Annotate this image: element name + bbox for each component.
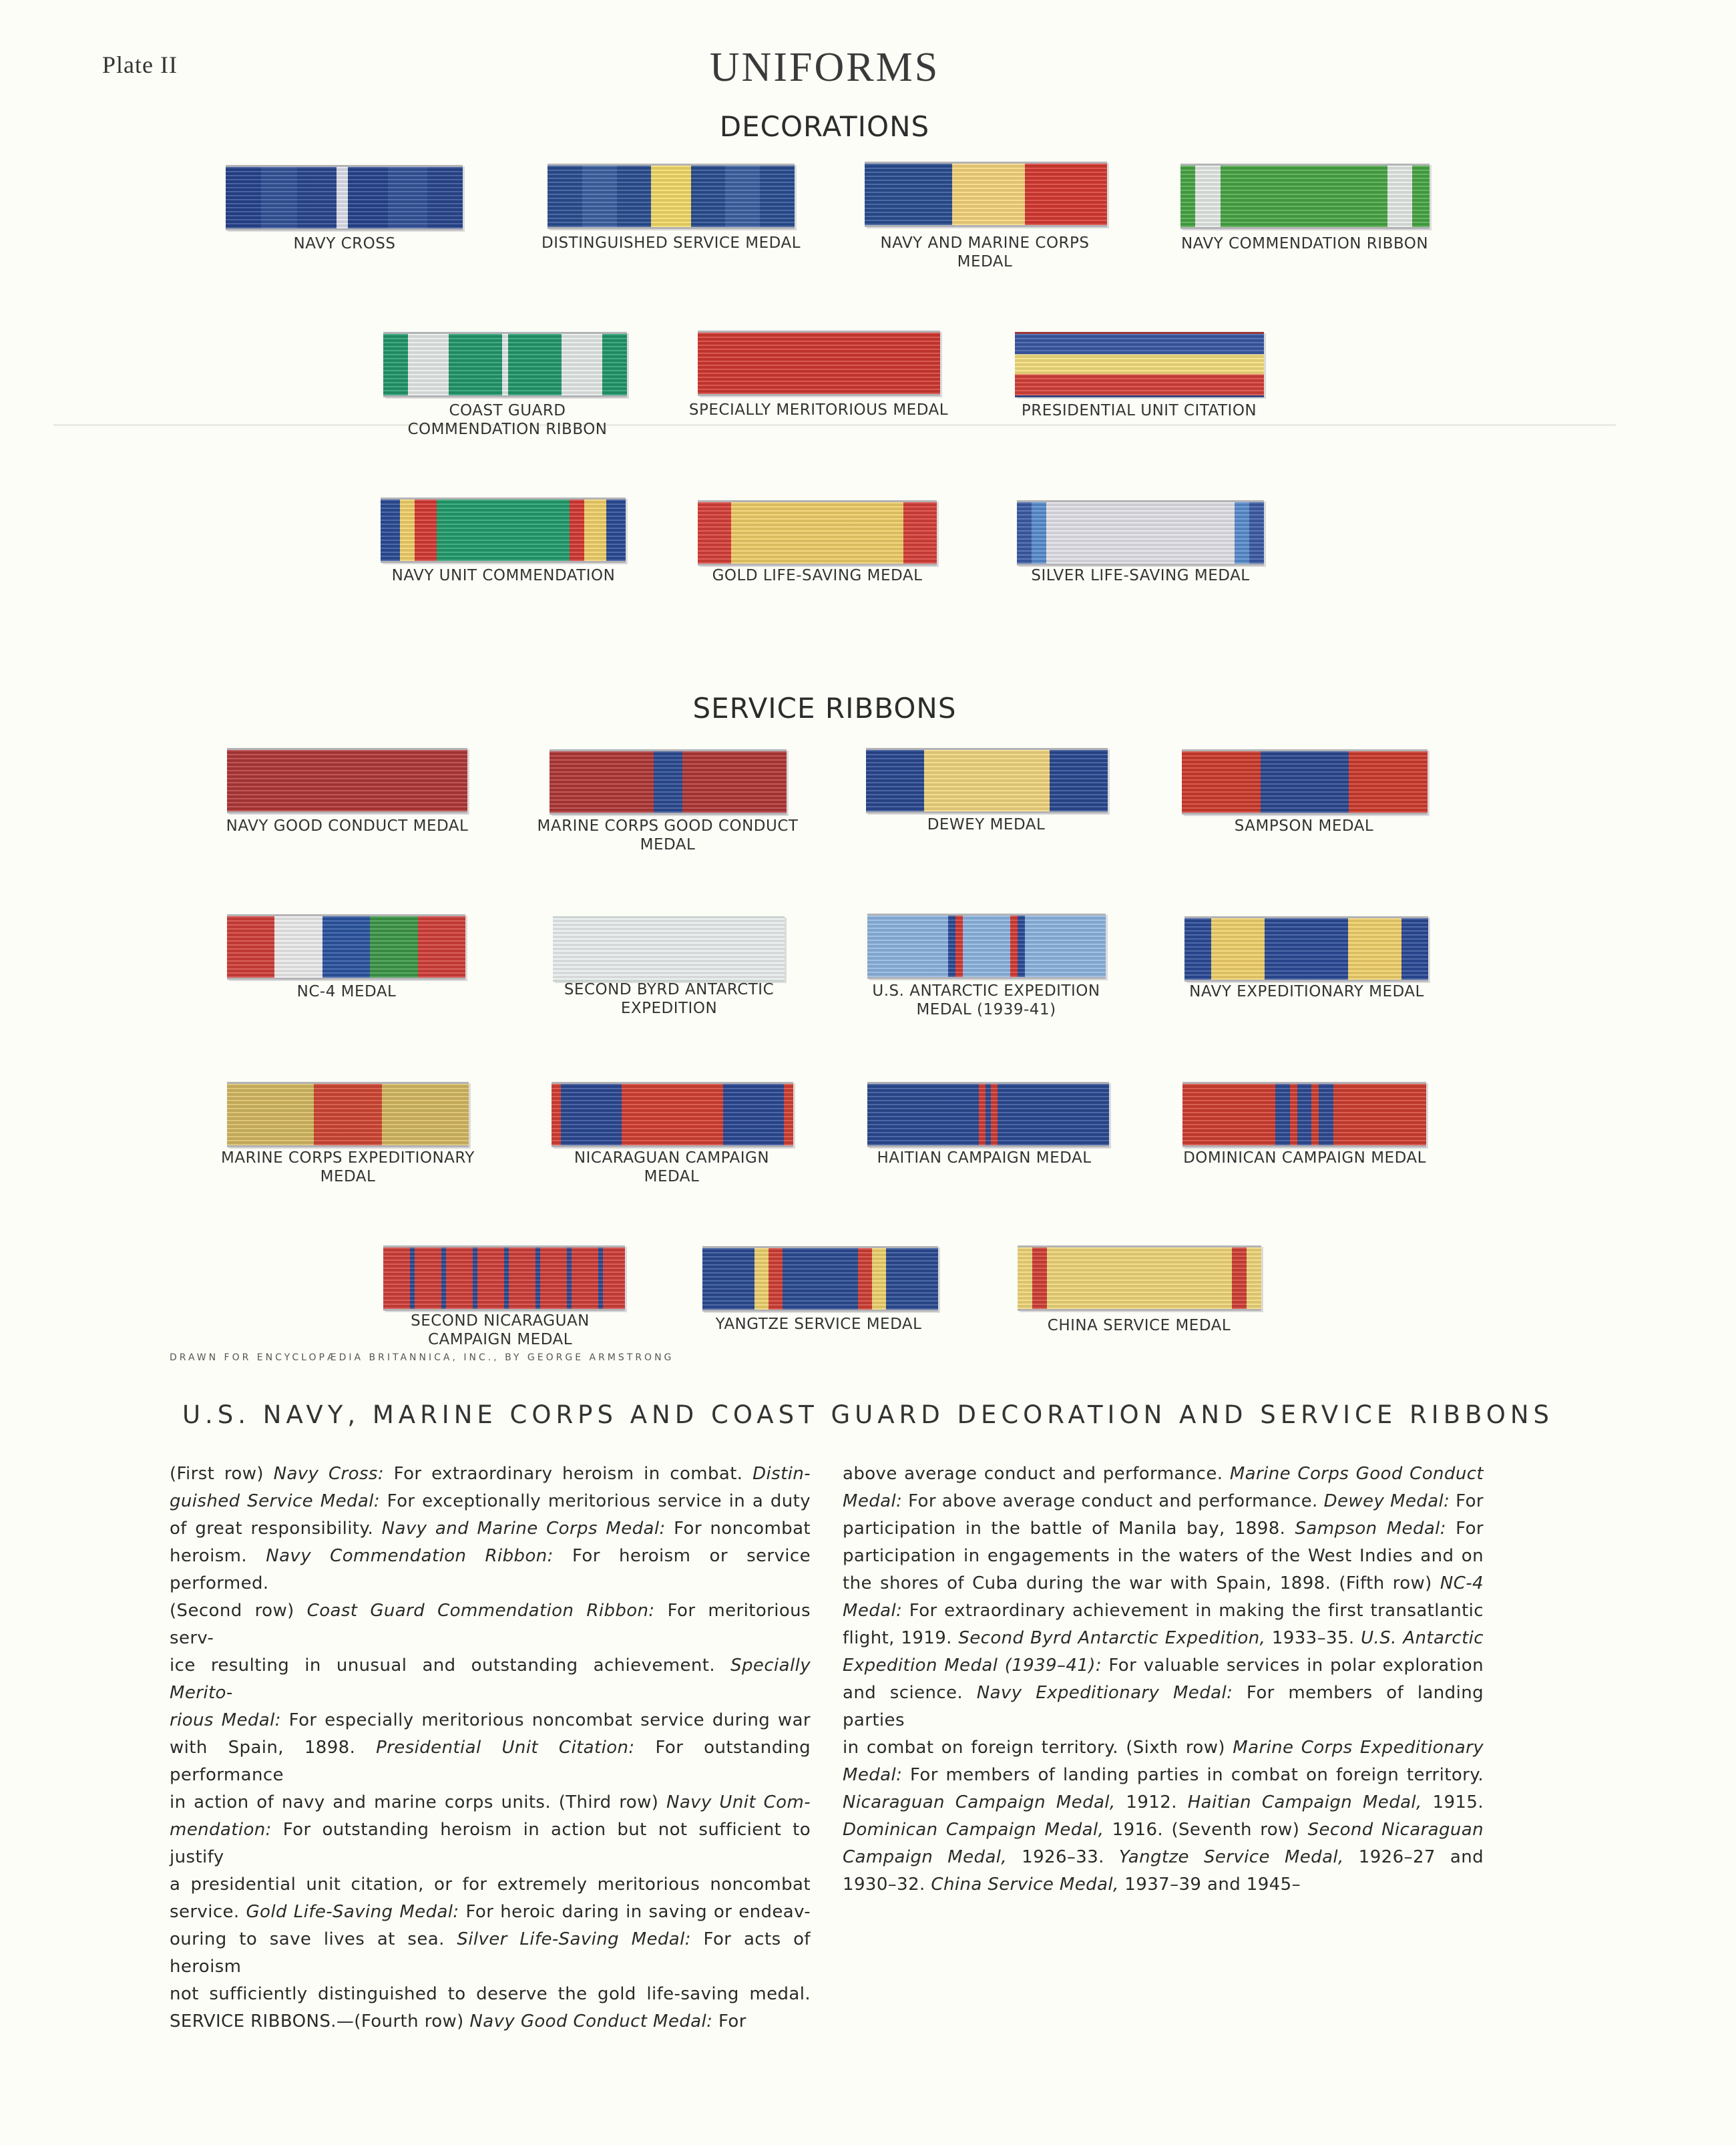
caption-italic-term: Nicaraguan Campaign Medal, — [843, 1792, 1116, 1812]
ribbon-second-byrd-antarctic-expedition — [553, 916, 785, 982]
ribbon-stripe — [550, 751, 654, 813]
caption-line — [170, 1981, 811, 2008]
ribbon-stripe — [602, 334, 627, 395]
ribbon-label: SAMPSON MEDAL — [1234, 817, 1374, 835]
ribbon-stripe — [449, 334, 502, 395]
ribbon-navy-commendation-ribbon — [1180, 164, 1430, 229]
ribbon-stripe — [427, 167, 463, 228]
ribbon-stripe — [654, 751, 682, 813]
caption-text: For — [1446, 1519, 1484, 1539]
ribbon-stripe — [553, 918, 785, 980]
caption-text-right-column — [843, 1460, 1484, 1899]
ribbon-stripe — [872, 1248, 886, 1310]
caption-italic-term: Haitian Campaign Medal, — [1187, 1792, 1422, 1812]
caption-italic-term: Navy Unit Com- — [666, 1792, 811, 1812]
ribbon-stripe — [1211, 918, 1265, 980]
caption-line — [170, 1734, 811, 1789]
ribbon-stripe — [548, 166, 582, 227]
ribbon-stripe — [769, 1248, 783, 1310]
caption-text: (Second row) — [170, 1601, 307, 1621]
caption-text: For heroic daring in saving or endeav- — [459, 1902, 811, 1922]
caption-text: 1916. (Seventh row) — [1104, 1820, 1308, 1840]
ribbon-stripe — [562, 334, 602, 395]
ribbon-stripe — [1032, 502, 1046, 564]
caption-text: For heroism or service performed. — [170, 1546, 811, 1593]
ribbon-label: GOLD LIFE-SAVING MEDAL — [712, 567, 923, 584]
caption-italic-term: Second Byrd Antarctic Expedition, — [958, 1628, 1266, 1648]
ribbon-stripe — [754, 1248, 769, 1310]
ribbon-stripe — [415, 1247, 441, 1309]
ribbon-stripe — [867, 1084, 979, 1145]
ribbon-stripe — [1311, 1084, 1319, 1145]
ribbon-stripe — [383, 334, 408, 395]
ribbon-stripe — [606, 500, 626, 561]
ribbon-stripe — [1290, 1084, 1297, 1145]
ribbon-stripe — [410, 1247, 415, 1309]
caption-text: 1915. — [1422, 1792, 1484, 1812]
ribbon-label: NAVY CROSS — [293, 235, 396, 252]
ribbon-marine-corps-good-conduct-medal — [550, 749, 787, 815]
caption-text: in combat on foreign territory. (Sixth row) — [843, 1738, 1233, 1758]
ribbon-stripe — [502, 334, 508, 395]
ribbon-stripe — [1010, 916, 1018, 977]
caption-italic-term: Second Nicaraguan — [1307, 1820, 1484, 1840]
ribbon-us-antarctic-expedition-medal — [867, 914, 1106, 979]
ribbon-label: COAST GUARD COMMENDATION RIBBON — [407, 402, 608, 438]
caption-line — [843, 1625, 1484, 1652]
caption-text: in action of navy and marine corps units. (Third row) — [170, 1792, 666, 1812]
caption-line — [843, 1734, 1484, 1762]
caption-italic-term: Dominican Campaign Medal, — [843, 1820, 1104, 1840]
caption-line — [843, 1515, 1484, 1543]
ribbon-stripe — [408, 334, 449, 395]
ribbon-label: NAVY UNIT COMMENDATION — [391, 567, 616, 584]
ribbon-stripe — [561, 1084, 622, 1145]
ribbon-label: NICARAGUAN CAMPAIGN MEDAL — [574, 1149, 770, 1185]
decorations-heading: DECORATIONS — [719, 110, 930, 143]
ribbon-stripe — [441, 1247, 446, 1309]
ribbon-stripe — [1412, 166, 1430, 227]
ribbon-yangtze-service-medal — [702, 1246, 938, 1312]
caption-text: For noncombat — [665, 1519, 811, 1539]
ribbon-dominican-campaign-medal — [1182, 1082, 1426, 1147]
ribbon-stripe — [725, 166, 760, 227]
ribbon-sampson-medal — [1182, 749, 1428, 815]
ribbon-stripe — [504, 1247, 509, 1309]
caption-line — [170, 1652, 811, 1707]
ribbon-stripe — [986, 1084, 990, 1145]
caption-text: ice resulting in unusual and outstanding achievement. — [170, 1655, 731, 1676]
ribbon-stripe — [382, 1084, 469, 1145]
caption-line — [843, 1871, 1484, 1899]
ribbon-stripe — [866, 750, 924, 811]
caption-line — [170, 1515, 811, 1543]
caption-text: 1912. — [1115, 1792, 1188, 1812]
ribbon-haitian-campaign-medal — [867, 1082, 1109, 1147]
caption-text: For members of landing parties — [843, 1683, 1484, 1730]
ribbon-stripe — [1348, 918, 1401, 980]
ribbon-stripe — [1017, 502, 1032, 564]
caption-line — [843, 1460, 1484, 1488]
ribbon-stripe — [723, 1084, 784, 1145]
ribbon-silver-life-saving-medal — [1017, 500, 1264, 566]
ribbon-stripe — [617, 166, 652, 227]
caption-line — [843, 1762, 1484, 1789]
ribbon-presidential-unit-citation — [1015, 332, 1264, 397]
ribbon-label: NC-4 MEDAL — [296, 983, 397, 1000]
illustration-credit: DRAWN FOR ENCYCLOPÆDIA BRITANNICA, INC., BY GEORGE ARMSTRONG — [170, 1352, 674, 1363]
ribbon-stripe — [858, 1248, 872, 1310]
caption-line — [843, 1652, 1484, 1680]
ribbon-distinguished-service-medal — [548, 164, 795, 229]
caption-text: 1933–35. — [1265, 1628, 1361, 1648]
caption-line — [170, 1899, 811, 1926]
caption-italic-term: Navy and Marine Corps Medal: — [381, 1519, 666, 1539]
ribbon-stripe — [582, 166, 617, 227]
ribbon-stripe — [1401, 918, 1428, 980]
ribbon-stripe — [535, 1247, 540, 1309]
ribbon-marine-corps-expeditionary-medal — [227, 1082, 469, 1147]
ribbon-stripe — [731, 502, 903, 564]
caption-italic-term: Medal: — [843, 1601, 903, 1621]
ribbon-stripe — [584, 500, 606, 561]
ribbon-stripe — [682, 751, 787, 813]
ribbon-stripe — [322, 916, 370, 978]
ribbon-stripe — [702, 1248, 754, 1310]
ribbon-stripe — [1235, 502, 1249, 564]
ribbon-stripe — [1249, 502, 1264, 564]
ribbon-coast-guard-commendation — [383, 332, 627, 397]
ribbon-stripe — [998, 1084, 1109, 1145]
ribbon-label: DISTINGUISHED SERVICE MEDAL — [541, 234, 801, 252]
ribbon-stripe — [415, 500, 437, 561]
caption-italic-term: rious Medal: — [170, 1710, 281, 1730]
ribbon-nc-4-medal — [227, 914, 465, 980]
caption-line — [843, 1543, 1484, 1570]
ribbon-stripe — [446, 1247, 473, 1309]
ribbon-stripe — [698, 502, 731, 564]
caption-text: a presidential unit citation, or for extremely meritorious noncombat — [170, 1875, 811, 1895]
caption-italic-term: Navy Expeditionary Medal: — [976, 1683, 1233, 1703]
ribbon-stripe — [227, 916, 274, 978]
ribbon-stripe — [552, 1084, 561, 1145]
plate-number: Plate II — [102, 51, 178, 78]
ribbon-stripe — [473, 1247, 477, 1309]
ribbon-stripe — [567, 1247, 572, 1309]
caption-italic-term: Navy Commendation Ribbon: — [266, 1546, 554, 1566]
ribbon-stripe — [381, 500, 400, 561]
ribbon-label: NAVY COMMENDATION RIBBON — [1180, 235, 1429, 252]
caption-line — [843, 1570, 1484, 1597]
caption-line — [843, 1488, 1484, 1515]
ribbon-stripe — [865, 164, 952, 225]
caption-text: heroism. — [170, 1546, 266, 1566]
ribbon-stripe — [1032, 1247, 1047, 1309]
caption-text: 1926–27 and — [1343, 1847, 1484, 1867]
ribbon-label: SPECIALLY MERITORIOUS MEDAL — [688, 401, 949, 419]
caption-text: For members of landing parties in combat on foreign territory. — [902, 1765, 1484, 1785]
caption-italic-term: Campaign Medal, — [843, 1847, 1008, 1867]
ribbon-stripe — [1046, 502, 1234, 564]
caption-line — [170, 1816, 811, 1871]
ribbon-stripe — [1265, 918, 1347, 980]
caption-line — [170, 1460, 811, 1488]
ribbon-stripe — [1261, 751, 1349, 813]
ribbon-stripe — [477, 1247, 504, 1309]
caption-text: For meritorious serv- — [170, 1601, 811, 1648]
ribbon-stripe — [948, 916, 955, 977]
caption-line — [843, 1680, 1484, 1734]
ribbon-stripe — [508, 334, 562, 395]
ribbon-nicaraguan-campaign-medal — [552, 1082, 793, 1147]
ribbon-stripe — [1333, 1084, 1426, 1145]
ribbon-label: DOMINICAN CAMPAIGN MEDAL — [1183, 1149, 1426, 1167]
ribbon-stripe — [388, 167, 427, 228]
ribbon-stripe — [1232, 1247, 1247, 1309]
ribbon-stripe — [437, 500, 569, 561]
caption-text: For especially meritorious noncombat service during war — [280, 1710, 811, 1730]
caption-italic-term: Navy Good Conduct Medal: — [469, 2011, 713, 2031]
caption-italic-term: guished Service Medal: — [170, 1491, 380, 1511]
caption-text: above average conduct and performance. — [843, 1464, 1230, 1484]
caption-text: For acts of heroism — [170, 1929, 811, 1977]
caption-italic-term: Yangtze Service Medal, — [1118, 1847, 1344, 1867]
caption-line — [170, 1707, 811, 1734]
caption-line — [170, 1789, 811, 1816]
service-ribbons-heading: SERVICE RIBBONS — [692, 692, 957, 725]
ribbon-specially-meritorious-medal — [698, 331, 940, 396]
ribbon-stripe — [509, 1247, 535, 1309]
ribbon-stripe — [261, 167, 296, 228]
ribbon-stripe — [227, 1084, 314, 1145]
ribbon-stripe — [1182, 1084, 1275, 1145]
caption-line — [170, 1543, 811, 1597]
caption-text: participation in engagements in the waters of the West Indies and on — [843, 1546, 1484, 1566]
ribbon-stripe — [867, 916, 948, 977]
ribbon-label: NAVY EXPEDITIONARY MEDAL — [1189, 983, 1424, 1000]
ribbon-navy-and-marine-corps-medal — [865, 162, 1107, 227]
ribbon-stripe — [1025, 916, 1106, 977]
ribbon-stripe — [226, 167, 261, 228]
caption-line — [843, 1816, 1484, 1844]
caption-line — [170, 1488, 811, 1515]
caption-line — [170, 1597, 811, 1652]
caption-line — [170, 1871, 811, 1899]
ribbon-second-nicaraguan-campaign-medal — [383, 1245, 625, 1311]
ribbon-stripe — [1018, 916, 1025, 977]
ribbon-label: SILVER LIFE-SAVING MEDAL — [1031, 567, 1250, 584]
ribbon-label: MARINE CORPS EXPEDITIONARY MEDAL — [221, 1149, 475, 1185]
caption-italic-term: Coast Guard Commendation Ribbon: — [306, 1601, 655, 1621]
page-title: UNIFORMS — [709, 45, 940, 90]
ribbon-stripe — [783, 1248, 858, 1310]
caption-italic-term: China Service Medal, — [931, 1875, 1119, 1895]
ribbon-stripe — [1180, 166, 1195, 227]
ribbon-stripe — [979, 1084, 986, 1145]
caption-italic-term: Sampson Medal: — [1295, 1519, 1446, 1539]
caption-italic-term: Specially Merito- — [170, 1655, 811, 1703]
caption-text: For — [1450, 1491, 1484, 1511]
caption-text: flight, 1919. — [843, 1628, 959, 1648]
ribbon-stripe — [1195, 166, 1220, 227]
ribbon-stripe — [952, 164, 1025, 225]
caption-text: For exceptionally meritorious service in a duty — [380, 1491, 811, 1511]
caption-line — [843, 1597, 1484, 1625]
caption-text: and science. — [843, 1683, 977, 1703]
ribbon-label: NAVY GOOD CONDUCT MEDAL — [226, 817, 469, 835]
ribbon-stripe — [760, 166, 795, 227]
ribbon-stripe — [297, 167, 337, 228]
caption-italic-term: Medal: — [843, 1765, 903, 1785]
ribbon-stripe — [1247, 1247, 1261, 1309]
caption-italic-term: Silver Life-Saving Medal: — [457, 1929, 691, 1949]
ribbon-label: HAITIAN CAMPAIGN MEDAL — [877, 1149, 1092, 1167]
caption-line — [170, 2008, 811, 2035]
ribbon-stripe — [348, 167, 387, 228]
caption-text: For extraordinary achievement in making the first transatlantic — [902, 1601, 1484, 1621]
caption-text: service. — [170, 1902, 246, 1922]
ribbon-navy-expeditionary-medal — [1184, 916, 1428, 982]
ribbon-label: SECOND BYRD ANTARCTIC EXPEDITION — [564, 981, 775, 1017]
caption-text: 1930–32. — [843, 1875, 931, 1895]
ribbon-stripe — [886, 1248, 938, 1310]
ribbon-stripe — [570, 500, 584, 561]
caption-text: For above average conduct and performance. — [902, 1491, 1324, 1511]
caption-italic-term: NC-4 — [1440, 1573, 1484, 1593]
ribbon-label: U.S. ANTARCTIC EXPEDITION MEDAL (1939-41) — [872, 982, 1100, 1018]
caption-line — [843, 1844, 1484, 1871]
ribbon-label: MARINE CORPS GOOD CONDUCT MEDAL — [537, 817, 799, 853]
ribbon-stripe — [651, 166, 690, 227]
ribbon-stripe — [924, 750, 1050, 811]
ribbon-stripe — [274, 916, 322, 978]
ribbon-stripe — [691, 166, 726, 227]
ribbon-stripe — [603, 1247, 625, 1309]
ribbon-label: PRESIDENTIAL UNIT CITATION — [1021, 402, 1257, 419]
ribbon-stripe — [598, 1247, 603, 1309]
ribbon-stripe — [955, 916, 963, 977]
caption-line — [170, 1926, 811, 1981]
ribbon-stripe — [1047, 1247, 1232, 1309]
page-crease — [53, 424, 1616, 426]
caption-italic-term: Dewey Medal: — [1323, 1491, 1450, 1511]
caption-italic-term: Marine Corps Good Conduct — [1229, 1464, 1484, 1484]
caption-text: 1937–39 and 1945– — [1118, 1875, 1301, 1895]
ribbon-stripe — [400, 500, 415, 561]
ribbon-label: CHINA SERVICE MEDAL — [1047, 1317, 1231, 1334]
caption-text: (First row) — [170, 1464, 274, 1484]
ribbon-stripe — [383, 1247, 410, 1309]
ribbon-stripe — [1025, 164, 1107, 225]
caption-text: of great responsibility. — [170, 1519, 382, 1539]
ribbon-gold-life-saving-medal — [698, 500, 937, 566]
caption-text: For outstanding heroism in action but not sufficient to justify — [170, 1820, 811, 1867]
ribbon-stripe — [1184, 918, 1211, 980]
caption-italic-term: Medal: — [843, 1491, 903, 1511]
caption-text: not sufficiently distinguished to deserve the gold life-saving medal. — [170, 1984, 811, 2004]
caption-italic-term: Presidential Unit Citation: — [376, 1738, 635, 1758]
ribbon-stripe — [622, 1084, 723, 1145]
ribbon-stripe — [1182, 751, 1261, 813]
caption-text: ouring to save lives at sea. — [170, 1929, 457, 1949]
caption-text: For — [712, 2011, 746, 2031]
caption-text-left-column — [170, 1460, 811, 2035]
ribbon-stripe — [963, 916, 1010, 977]
ribbon-stripe — [1221, 166, 1387, 227]
ribbon-stripe — [1349, 751, 1428, 813]
ribbon-stripe — [370, 916, 417, 978]
caption-text: SERVICE RIBBONS.—(Fourth row) — [170, 2011, 470, 2031]
ribbon-stripe — [991, 1084, 998, 1145]
caption-text: 1926–33. — [1007, 1847, 1119, 1867]
ribbon-stripe — [314, 1084, 381, 1145]
ribbon-stripe — [903, 502, 937, 564]
plate-caption-title: U.S. NAVY, MARINE CORPS AND COAST GUARD DECORATION AND SERVICE RIBBONS — [182, 1400, 1554, 1429]
ribbon-dewey-medal — [866, 748, 1108, 813]
caption-italic-term: Distin- — [752, 1464, 811, 1484]
ribbon-stripe — [1297, 1084, 1312, 1145]
ribbon-stripe — [784, 1084, 793, 1145]
caption-italic-term: Expedition Medal (1939–41): — [843, 1655, 1102, 1676]
ribbon-stripe — [572, 1247, 598, 1309]
ribbon-navy-good-conduct-medal — [227, 748, 467, 813]
caption-text: For outstanding performance — [170, 1738, 811, 1785]
caption-text: with Spain, 1898. — [170, 1738, 377, 1758]
ribbon-stripe — [337, 167, 349, 228]
ribbon-label: SECOND NICARAGUAN CAMPAIGN MEDAL — [411, 1312, 590, 1348]
ribbon-label: YANGTZE SERVICE MEDAL — [715, 1316, 922, 1333]
ribbon-label: NAVY AND MARINE CORPS MEDAL — [880, 234, 1090, 270]
ribbon-stripe — [418, 916, 465, 978]
caption-italic-term: mendation: — [170, 1820, 272, 1840]
ribbon-stripe — [698, 333, 940, 394]
caption-text: For extraordinary heroism in combat. — [384, 1464, 753, 1484]
ribbon-navy-cross — [226, 165, 463, 230]
ribbon-china-service-medal — [1018, 1245, 1261, 1311]
ribbon-label: DEWEY MEDAL — [927, 816, 1046, 833]
caption-line — [843, 1789, 1484, 1816]
caption-text: the shores of Cuba during the war with Spain, 1898. (Fifth row) — [843, 1573, 1440, 1593]
ribbon-stripe — [1275, 1084, 1290, 1145]
ribbon-stripe — [540, 1247, 567, 1309]
ribbon-stripe — [1018, 1247, 1032, 1309]
caption-italic-term: Gold Life-Saving Medal: — [246, 1902, 459, 1922]
ribbon-stripe — [1319, 1084, 1333, 1145]
caption-italic-term: Marine Corps Expeditionary — [1233, 1738, 1484, 1758]
ribbon-stripe — [1387, 166, 1412, 227]
caption-text: participation in the battle of Manila bay, 1898. — [843, 1519, 1295, 1539]
ribbon-stripe — [1050, 750, 1108, 811]
ribbon-navy-unit-commendation — [381, 498, 626, 563]
caption-text: For valuable services in polar exploration — [1102, 1655, 1484, 1676]
ribbon-stripe — [227, 750, 467, 811]
caption-italic-term: U.S. Antarctic — [1361, 1628, 1484, 1648]
caption-italic-term: Navy Cross: — [273, 1464, 384, 1484]
